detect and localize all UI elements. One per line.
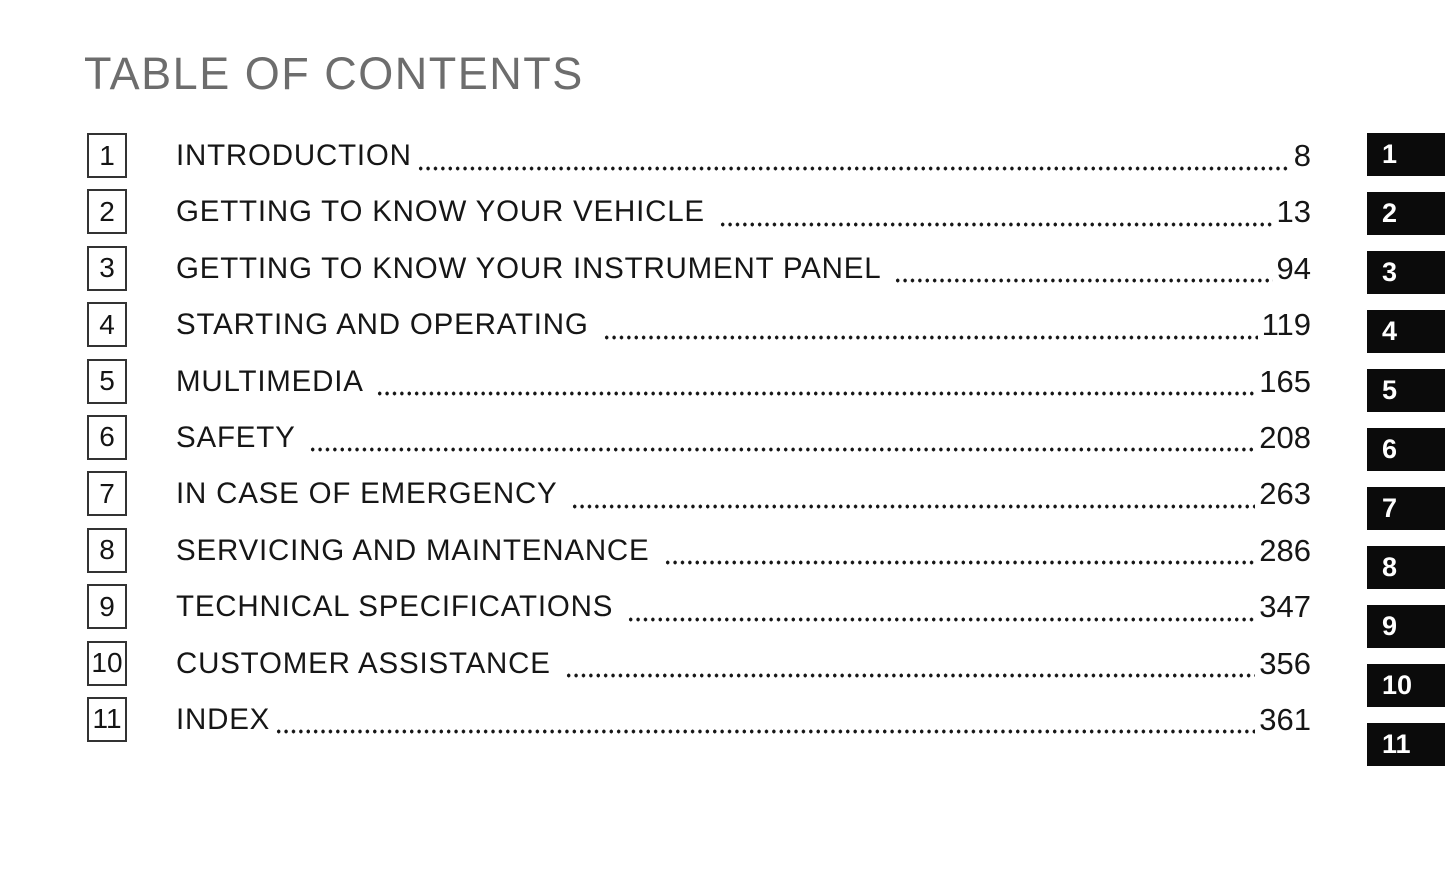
chapter-page-number: 356 [1259, 645, 1311, 681]
chapter-title[interactable]: GETTING TO KNOW YOUR VEHICLE [176, 195, 714, 229]
chapter-side-tab[interactable] [1367, 251, 1445, 294]
chapter-title[interactable]: INDEX [176, 702, 271, 736]
chapter-number-box [87, 697, 127, 742]
chapter-number-box [87, 584, 127, 629]
chapter-side-tab-label: 11 [1382, 729, 1411, 759]
chapter-number: 3 [99, 252, 115, 284]
chapter-number: 11 [92, 703, 122, 735]
toc-entry-row[interactable] [87, 415, 1311, 460]
chapter-tab-rail [1367, 133, 1445, 782]
chapter-number-box [87, 246, 127, 291]
chapter-side-tab-label: 4 [1382, 316, 1398, 346]
toc-entry-row[interactable] [87, 246, 1311, 291]
chapter-number: 4 [99, 308, 115, 340]
chapter-side-tab[interactable] [1367, 310, 1445, 353]
chapter-side-tab-label: 5 [1382, 375, 1398, 405]
chapter-side-tab[interactable] [1367, 664, 1445, 707]
toc-entry-row[interactable] [87, 641, 1311, 686]
chapter-number-box [87, 189, 127, 234]
chapter-side-tab[interactable] [1367, 369, 1445, 412]
chapter-number: 5 [99, 365, 115, 397]
chapter-number: 2 [99, 195, 115, 227]
chapter-number: 10 [91, 647, 123, 679]
chapter-number: 9 [99, 590, 115, 622]
dot-leader [719, 189, 1273, 234]
dot-leader [571, 471, 1255, 516]
dot-leader [627, 584, 1255, 629]
chapter-page-number: 263 [1259, 476, 1311, 512]
chapter-side-tab[interactable] [1367, 487, 1445, 530]
page-title: TABLE OF CONTENTS [84, 48, 584, 99]
chapter-title[interactable]: INTRODUCTION [176, 139, 412, 172]
toc-entry-row[interactable] [87, 584, 1311, 629]
dot-leader [603, 302, 1258, 347]
chapter-number-box [87, 528, 127, 573]
chapter-title[interactable]: STARTING AND OPERATING [176, 308, 598, 342]
dot-leader [664, 528, 1256, 573]
chapter-side-tab-label: 8 [1382, 552, 1398, 582]
chapter-number-box [87, 415, 127, 460]
chapter-number: 6 [99, 421, 115, 453]
chapter-page-number: 13 [1276, 194, 1311, 230]
chapter-page-number: 119 [1261, 307, 1311, 343]
chapter-page-number: 165 [1259, 363, 1311, 399]
toc-entry-row[interactable] [87, 189, 1311, 234]
chapter-page-number: 8 [1293, 138, 1311, 173]
chapter-side-tab[interactable] [1367, 723, 1445, 766]
chapter-side-tab-label: 2 [1382, 198, 1398, 228]
chapter-side-tab-label: 3 [1382, 257, 1398, 287]
chapter-side-tab-label: 7 [1382, 493, 1398, 523]
dot-leader [417, 133, 1290, 178]
chapter-title[interactable]: IN CASE OF EMERGENCY [176, 477, 566, 511]
chapter-title[interactable]: SERVICING AND MAINTENANCE [176, 533, 659, 567]
toc-entry-row[interactable] [87, 697, 1311, 742]
toc-entry-row[interactable] [87, 528, 1311, 573]
chapter-page-number: 208 [1259, 419, 1311, 455]
chapter-side-tab-label: 10 [1382, 670, 1413, 700]
chapter-side-tab-label: 9 [1382, 611, 1398, 641]
chapter-number-box [87, 641, 127, 686]
dot-leader [376, 359, 1255, 404]
chapter-side-tab[interactable] [1367, 546, 1445, 589]
chapter-side-tab[interactable] [1367, 133, 1445, 176]
chapter-number: 8 [99, 534, 115, 566]
chapter-title[interactable]: MULTIMEDIA [176, 364, 372, 398]
chapter-title[interactable]: SAFETY [176, 420, 305, 454]
dot-leader [309, 415, 1255, 460]
toc-entry-row[interactable] [87, 133, 1311, 178]
chapter-page-number: 347 [1259, 589, 1311, 625]
chapter-number-box [87, 359, 127, 404]
chapter-page-number: 94 [1276, 250, 1311, 286]
chapter-number: 1 [99, 139, 115, 171]
chapter-title[interactable]: TECHNICAL SPECIFICATIONS [176, 590, 623, 624]
chapter-title[interactable]: CUSTOMER ASSISTANCE [176, 646, 560, 680]
toc-list [87, 133, 1311, 753]
chapter-side-tab[interactable] [1367, 192, 1445, 235]
dot-leader [894, 246, 1272, 291]
dot-leader [275, 697, 1255, 742]
chapter-number: 7 [99, 477, 115, 509]
toc-entry-row[interactable] [87, 302, 1311, 347]
chapter-title[interactable]: GETTING TO KNOW YOUR INSTRUMENT PANEL [176, 251, 890, 285]
chapter-side-tab[interactable] [1367, 605, 1445, 648]
chapter-side-tab-label: 6 [1382, 434, 1398, 464]
chapter-number-box [87, 302, 127, 347]
dot-leader [565, 641, 1256, 686]
toc-entry-row[interactable] [87, 471, 1311, 516]
chapter-page-number: 286 [1259, 532, 1311, 568]
chapter-number-box [87, 471, 127, 516]
chapter-side-tab[interactable] [1367, 428, 1445, 471]
chapter-number-box [87, 133, 127, 178]
chapter-page-number: 361 [1259, 701, 1311, 737]
chapter-side-tab-label: 1 [1382, 139, 1398, 169]
toc-entry-row[interactable] [87, 359, 1311, 404]
